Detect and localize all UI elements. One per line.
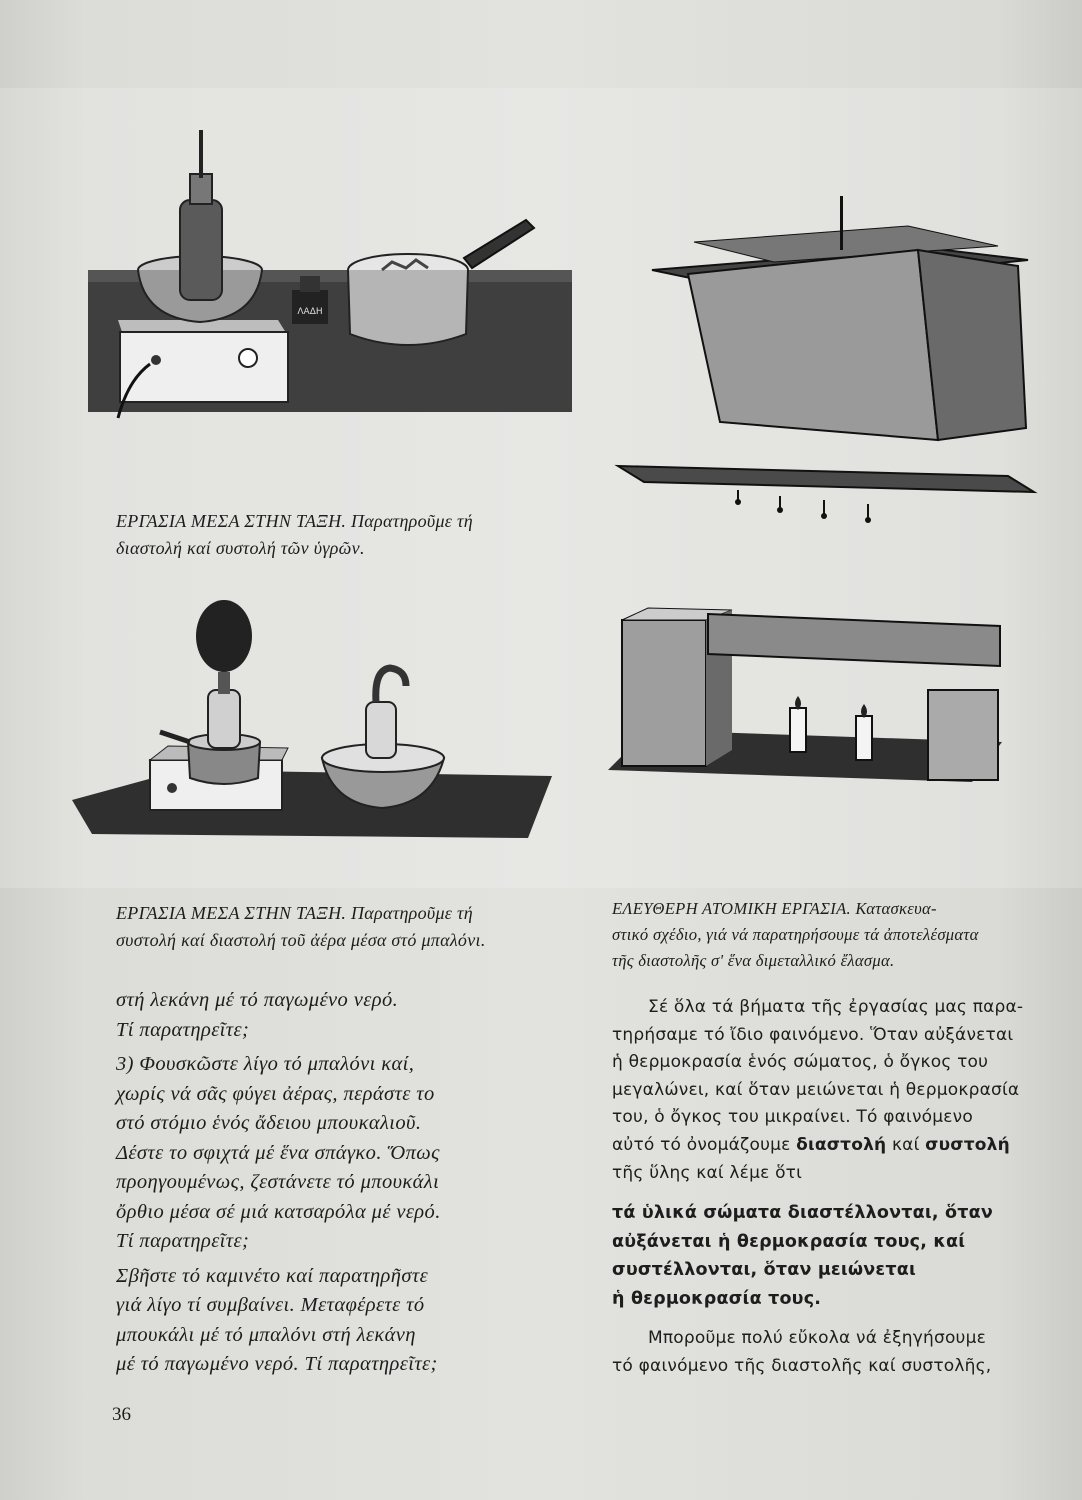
right-line: Σέ ὅλα τά βήματα τῆς ἐργασίας μας παρα- bbox=[648, 997, 1024, 1017]
caption-fig3-line2: στικό σχέδιο, γιά νά παρατηρήσουμε τά ἀποτελέσματα bbox=[612, 925, 979, 944]
law-line: συστέλλονται, ὅταν μειώνεται bbox=[612, 1260, 916, 1281]
caption-fig3-line3: τῆς διαστολῆς σ' ἕνα διμεταλλικό ἔλασμα. bbox=[612, 951, 895, 970]
right-line: μεγαλώνει, καί ὅταν μειώνεται ἡ θερμοκρασία bbox=[612, 1079, 1020, 1100]
caption-fig1-line1: ΕΡΓΑΣΙΑ ΜΕΣΑ ΣΤΗΝ ΤΑΞΗ. Παρατηροῦμε τή bbox=[116, 511, 473, 531]
left-line: Τί παρατηρεῖτε; bbox=[116, 1230, 250, 1252]
caption-fig2 bbox=[116, 900, 586, 954]
left-line: ὄρθιο μέσα σέ μιά κατσαρόλα μέ νερό. bbox=[116, 1200, 441, 1223]
caption-fig1 bbox=[116, 508, 576, 562]
left-line: 3) Φουσκῶστε λίγο τό μπαλόνι καί, bbox=[116, 1053, 415, 1075]
paragraph-1 bbox=[612, 994, 1070, 1187]
left-line: μπουκάλι μέ τό μπαλόνι στή λεκάνη bbox=[116, 1323, 416, 1346]
law-statement bbox=[612, 1199, 1070, 1313]
term-expansion: διαστολή bbox=[796, 1134, 887, 1155]
term-contraction: συστολή bbox=[925, 1134, 1010, 1155]
left-line: μέ τό παγωμένο νερό. Τί παρατηρεῖτε; bbox=[116, 1353, 438, 1375]
law-line: τά ὑλικά σώματα διαστέλλονται, ὅταν bbox=[612, 1203, 993, 1224]
left-line: χωρίς νά σᾶς φύγει ἀέρας, περάστε το bbox=[116, 1082, 435, 1105]
paragraph-2 bbox=[612, 1325, 1070, 1380]
right-line: αὐτό τό ὀνομάζουμε bbox=[612, 1134, 797, 1155]
figure-bimetallic-strip bbox=[608, 190, 1038, 790]
caption-fig3-line1: ΕΛΕΥΘΕΡΗ ΑΤΟΜΙΚΗ ΕΡΓΑΣΙΑ. Κατασκευα- bbox=[612, 899, 937, 918]
right-line: τό φαινόμενο τῆς διαστολῆς καί συστολῆς, bbox=[612, 1355, 992, 1376]
figure-liquid-expansion bbox=[88, 120, 572, 420]
caption-fig2-line2: συστολή καί διαστολή τοῦ ἀέρα μέσα στό μπαλόνι. bbox=[116, 930, 486, 950]
left-line: Σβῆστε τό καμινέτο καί παρατηρῆστε bbox=[116, 1264, 429, 1287]
left-line: γιά λίγο τί συμβαίνει. Μεταφέρετε τό bbox=[116, 1294, 425, 1316]
law-line: ἡ θερμοκρασία τους. bbox=[612, 1288, 822, 1309]
left-line: Τί παρατηρεῖτε; bbox=[116, 1018, 250, 1041]
caption-fig3 bbox=[612, 896, 1058, 974]
figure-air-balloon bbox=[72, 590, 558, 840]
page-number: 36 bbox=[112, 1404, 131, 1425]
law-line: αὐξάνεται ἡ θερμοκρασία τους, καί bbox=[612, 1231, 966, 1252]
caption-fig2-line1: ΕΡΓΑΣΙΑ ΜΕΣΑ ΣΤΗΝ ΤΑΞΗ. Παρατηροῦμε τή bbox=[116, 903, 473, 923]
right-line: Μποροῦμε πολύ εὔκολα νά ἐξηγήσουμε bbox=[648, 1328, 986, 1349]
caption-fig1-line2: διαστολή καί συστολή τῶν ὑγρῶν. bbox=[116, 538, 365, 558]
right-column-text bbox=[612, 994, 1070, 1380]
right-line: τηρήσαμε τό ἴδιο φαινόμενο. Ὅταν αὐξάνεται bbox=[612, 1024, 1014, 1045]
right-line-connector: καί bbox=[886, 1134, 926, 1155]
left-column-text bbox=[116, 986, 576, 1380]
right-line: του, ὁ ὄγκος του μικραίνει. Τό φαινόμενο bbox=[612, 1107, 973, 1128]
ink-bottle-label: ΛΑΔΗ bbox=[297, 307, 323, 317]
left-line: Δέστε το σφιχτά μέ ἕνα σπάγκο. Ὅπως bbox=[116, 1141, 440, 1164]
left-line: στή λεκάνη μέ τό παγωμένο νερό. bbox=[116, 989, 399, 1011]
right-line: τῆς ὕλης καί λέμε ὅτι bbox=[612, 1162, 803, 1183]
left-line: προηγουμένως, ζεστάνετε τό μπουκάλι bbox=[116, 1171, 440, 1193]
right-line: ἡ θερμοκρασία ἑνός σώματος, ὁ ὄγκος του bbox=[612, 1052, 989, 1073]
left-line: στό στόμιο ἑνός ἄδειου μπουκαλιοῦ. bbox=[116, 1112, 422, 1134]
